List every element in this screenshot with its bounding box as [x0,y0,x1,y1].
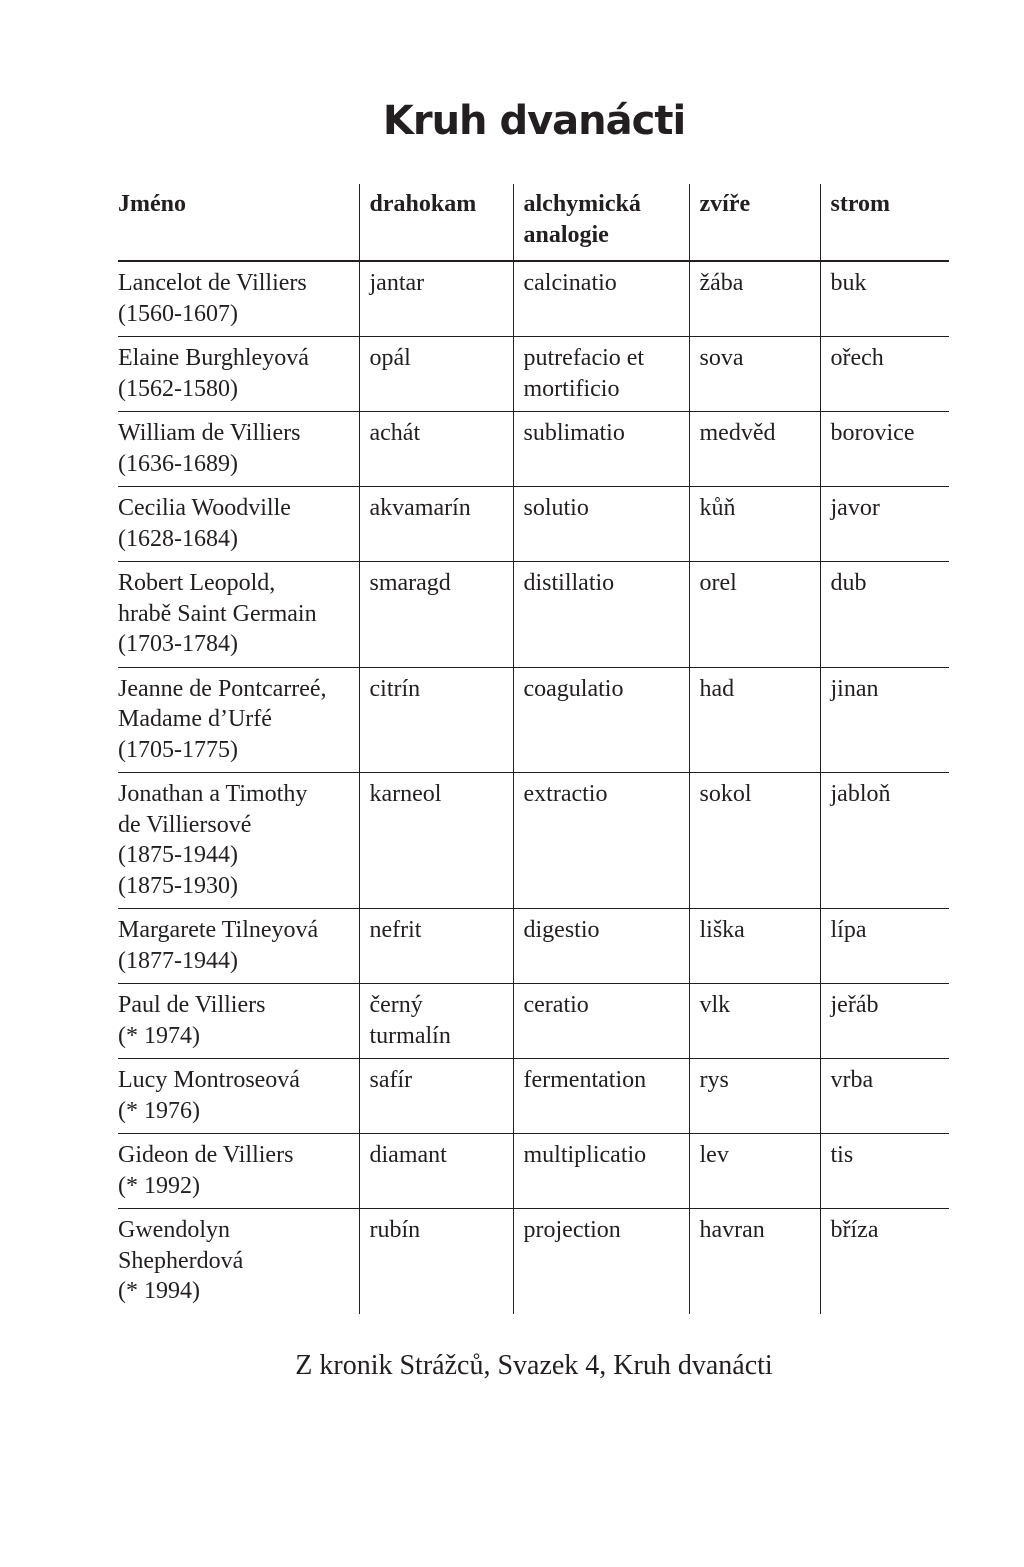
cell-analogy-line: solutio [523,495,589,521]
cell-analogy [513,487,689,562]
cell-gem [359,984,513,1059]
table-row [118,562,949,668]
cell-name-line: Gideon de Villiers [118,1142,294,1168]
table-row [118,1134,949,1209]
cell-gem [359,667,513,773]
cell-name-line: Cecilia Woodville [118,495,291,521]
cell-analogy-line: mortificio [523,375,620,402]
cell-gem [359,1209,513,1314]
cell-analogy-line: fermentation [523,1067,647,1093]
cell-gem-line: nefrit [369,917,422,943]
cell-name-line: Margarete Tilneyová [118,917,319,943]
table-row [118,412,949,487]
cell-gem-line: achát [369,420,421,446]
cell-name-line: Paul de Villiers [118,992,266,1018]
cell-name-line: (1877-1944) [118,947,238,974]
table-container [118,184,949,1314]
cell-analogy-line: digestio [523,917,600,943]
cell-animal: liška [689,909,820,984]
cell-name-line: William de Villiers [118,420,301,446]
table-row [118,337,949,412]
cell-name-line: (1875-1930) [118,872,238,899]
cell-name-line: Robert Leopold, [118,570,276,596]
cell-tree: dub [820,562,949,668]
cell-animal: kůň [689,487,820,562]
column-header-name: Jméno [118,184,359,261]
table-row [118,984,949,1059]
cell-name-line: de Villiersové [118,811,252,838]
cell-gem-line: karneol [369,781,442,807]
cell-name-line: (1705-1775) [118,736,238,763]
cell-tree: vrba [820,1059,949,1134]
cell-gem-line: smaragd [369,570,451,596]
cell-name-line: (1628-1684) [118,525,238,552]
cell-name-line: (1562-1580) [118,375,238,402]
cell-name-line: hrabě Saint Germain [118,600,317,627]
cell-animal: žába [689,261,820,337]
cell-name [118,667,359,773]
cell-gem-line: safír [369,1067,413,1093]
cell-name-line: Gwendolyn [118,1217,230,1243]
table-row [118,773,949,909]
cell-analogy [513,1059,689,1134]
cell-gem-line: akvamarín [369,495,471,521]
caption: Z kronik Strážců, Svazek 4, Kruh dvanácti [295,1350,773,1381]
cell-gem [359,909,513,984]
cell-analogy [513,261,689,337]
cell-analogy-line: ceratio [523,992,589,1018]
table-row [118,1209,949,1314]
cell-name [118,984,359,1059]
cell-name-line: Madame d’Urfé [118,706,272,732]
table-header-row [118,184,949,261]
page-title: Kruh dvanácti [382,98,686,144]
cell-animal: vlk [689,984,820,1059]
table-row [118,1059,949,1134]
data-table [118,184,949,1314]
cell-analogy [513,909,689,984]
cell-analogy-line: putrefacio et [523,345,645,371]
cell-analogy-line: coagulatio [523,675,624,702]
cell-analogy [513,1134,689,1209]
cell-gem [359,412,513,487]
cell-gem-line: rubín [369,1217,421,1243]
cell-name-line: (1560-1607) [118,300,238,327]
cell-analogy [513,337,689,412]
cell-animal: sova [689,337,820,412]
cell-analogy [513,984,689,1059]
cell-tree: ořech [820,337,949,412]
cell-gem-line: černý [369,992,423,1018]
cell-animal: havran [689,1209,820,1314]
cell-tree: buk [820,261,949,337]
cell-gem [359,773,513,909]
cell-gem-line: turmalín [369,1022,451,1049]
cell-animal: lev [689,1134,820,1209]
cell-analogy-line: distillatio [523,570,615,596]
cell-name [118,412,359,487]
cell-analogy [513,412,689,487]
cell-name-line: Lucy Montroseová [118,1067,300,1093]
cell-gem [359,487,513,562]
column-header-gem: drahokam [359,184,513,261]
cell-name-line: Shepherdová [118,1247,244,1274]
table-row [118,487,949,562]
cell-name [118,261,359,337]
cell-animal: rys [689,1059,820,1134]
cell-analogy-line: extractio [523,781,608,807]
cell-gem [359,562,513,668]
cell-name-line: (* 1976) [118,1097,200,1124]
table-body [118,261,949,1314]
cell-gem-line: diamant [369,1142,447,1168]
cell-tree: lípa [820,909,949,984]
cell-gem-line: opál [369,345,411,371]
cell-tree: borovice [820,412,949,487]
cell-name [118,562,359,668]
cell-name [118,1134,359,1209]
cell-name [118,1209,359,1314]
table-row [118,909,949,984]
cell-name-line: (1875-1944) [118,842,238,868]
cell-name-line: (1703-1784) [118,631,238,657]
cell-tree: tis [820,1134,949,1209]
cell-analogy [513,773,689,909]
cell-name-line: (* 1992) [118,1172,200,1199]
cell-name-line: Elaine Burghleyová [118,345,309,371]
cell-tree: jinan [820,667,949,773]
cell-analogy-line: calcinatio [523,270,617,296]
cell-animal: sokol [689,773,820,909]
cell-analogy-line: sublimatio [523,420,625,446]
cell-gem [359,261,513,337]
cell-tree: jeřáb [820,984,949,1059]
cell-analogy [513,1209,689,1314]
cell-analogy [513,667,689,773]
cell-tree: javor [820,487,949,562]
cell-gem [359,1059,513,1134]
column-header-analogy: alchymická analogie [513,184,689,261]
column-header-animal: zvíře [689,184,820,261]
cell-analogy [513,562,689,668]
cell-name [118,909,359,984]
cell-name-line: (* 1994) [118,1278,200,1304]
cell-animal: had [689,667,820,773]
cell-name [118,1059,359,1134]
cell-analogy-line: multiplicatio [523,1142,647,1168]
cell-gem [359,337,513,412]
cell-analogy-line: projection [523,1217,621,1243]
table-row [118,667,949,773]
cell-tree: jabloň [820,773,949,909]
cell-name [118,773,359,909]
cell-name-line: Jonathan a Timothy [118,781,308,807]
cell-name-line: Lancelot de Villiers [118,270,307,296]
cell-name-line: (1636-1689) [118,450,238,477]
cell-tree: bříza [820,1209,949,1314]
cell-name-line: (* 1974) [118,1022,200,1049]
cell-animal: orel [689,562,820,668]
cell-name [118,487,359,562]
cell-name-line: Jeanne de Pontcarreé, [118,675,327,702]
cell-gem-line: jantar [369,270,425,296]
column-header-tree: strom [820,184,949,261]
cell-animal: medvěd [689,412,820,487]
cell-gem-line: citrín [369,675,421,702]
cell-name [118,337,359,412]
cell-gem [359,1134,513,1209]
table-row [118,261,949,337]
